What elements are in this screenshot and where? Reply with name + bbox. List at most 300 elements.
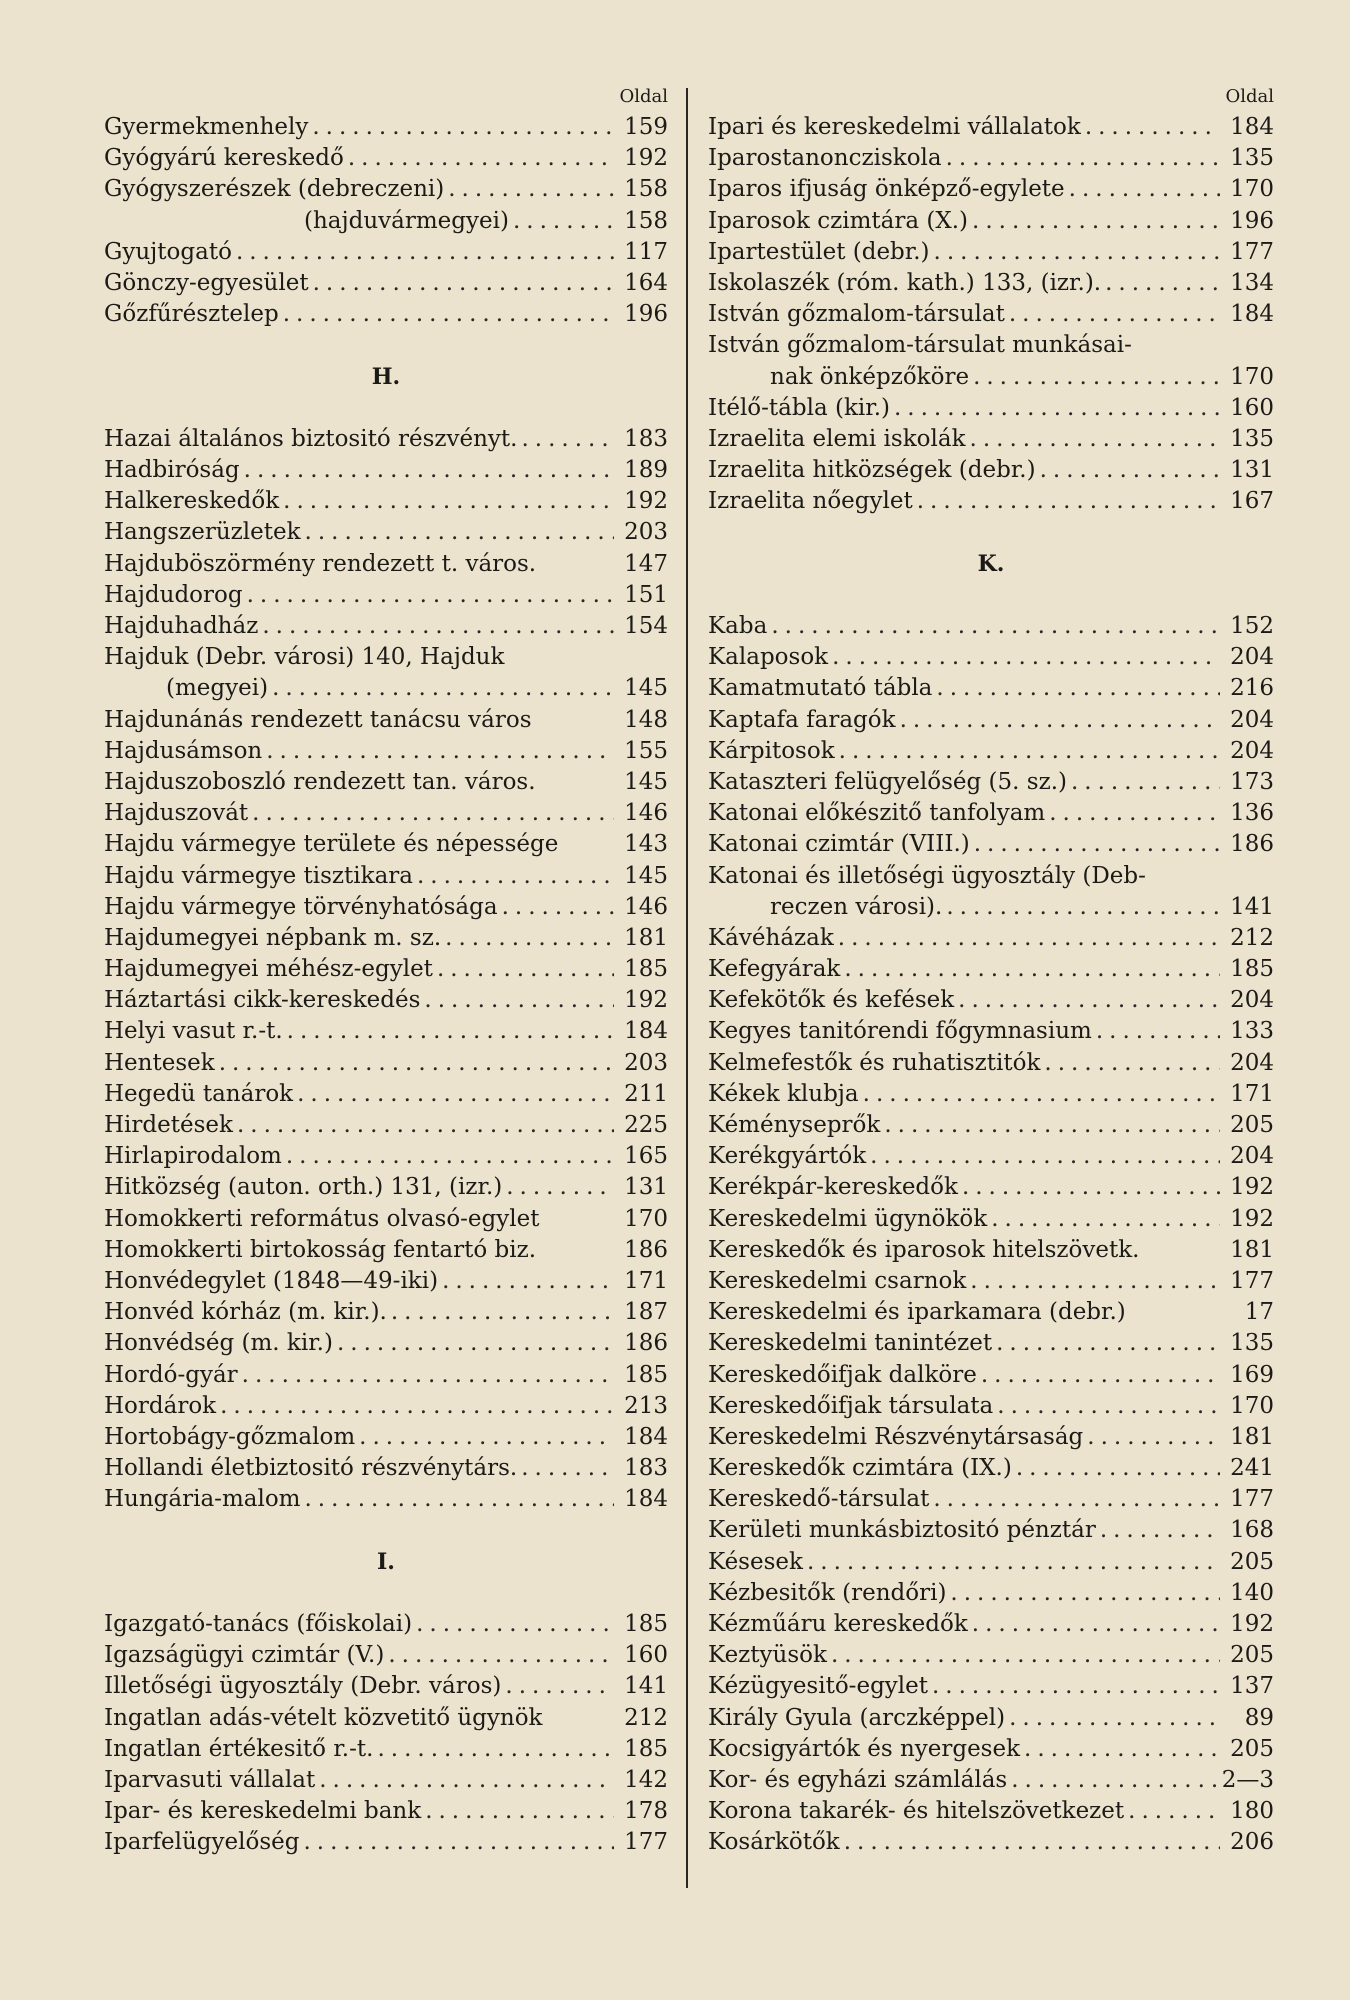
index-entry — [104, 143, 668, 174]
dot-leader — [896, 705, 1220, 736]
entry-label: Kamatmutató tábla — [708, 675, 933, 702]
page-number: 151 — [624, 581, 668, 608]
index-entry — [708, 673, 1274, 704]
entry-label: Hajdudorog — [104, 581, 243, 608]
entry-label: Katonai czimtár (VIII.) — [708, 831, 970, 858]
entry-label: Gőzfűrésztelep — [104, 301, 279, 328]
entry-label: Halkereskedők — [104, 488, 280, 515]
dot-leader — [413, 861, 614, 892]
entry-label: Kézbesitők (rendőri) — [708, 1579, 947, 1606]
page-number: 225 — [624, 1112, 668, 1138]
right-index-list — [708, 112, 1274, 1859]
entry-label: István gőzmalom-társulat munkásai- — [708, 332, 1132, 359]
entry-label: Honvédegylet (1848—49-iki) — [104, 1267, 439, 1294]
entry-label: Hajduhadház — [104, 613, 259, 639]
page-number: 192 — [1230, 1174, 1274, 1201]
entry-label: Korona takarék- és hitelszövetkezet — [708, 1798, 1125, 1825]
page-number: 160 — [624, 1642, 668, 1669]
entry-label: Kávéházak — [708, 924, 834, 951]
entry-label: Hadbiróság — [104, 457, 240, 484]
entry-label: Kereskedő-társulat — [708, 1486, 930, 1513]
entry-label: Hortobágy-gőzmalom — [104, 1423, 356, 1450]
entry-label: nak önképzőköre — [770, 363, 970, 390]
page-number: 131 — [1230, 457, 1274, 484]
index-entry — [104, 424, 668, 455]
index-entry — [708, 1048, 1274, 1079]
page-number: 89 — [1244, 1704, 1274, 1731]
dot-leader — [344, 143, 614, 174]
entry-label: Homokkerti református olvasó-egylet — [104, 1205, 540, 1232]
index-entry — [708, 892, 1274, 923]
dot-leader — [1124, 1796, 1220, 1827]
page-number: 160 — [1230, 394, 1274, 421]
index-entry — [104, 1827, 668, 1858]
index-entry — [104, 1391, 668, 1422]
dot-leader — [969, 362, 1220, 393]
page-number: 170 — [624, 1205, 668, 1232]
dot-leader — [767, 611, 1220, 642]
entry-label: Izraelita nőegylet — [708, 488, 913, 515]
entry-label: Iparfelügyelőség — [104, 1829, 300, 1856]
dot-leader — [283, 1016, 614, 1047]
entry-label: Ipartestület (debr.) — [708, 238, 930, 265]
entry-label: Kereskedelmi csarnok — [708, 1267, 967, 1294]
index-entry — [708, 143, 1274, 174]
index-entry — [708, 1328, 1274, 1359]
dot-leader — [258, 611, 614, 642]
index-entry — [104, 1328, 668, 1359]
dot-leader — [966, 424, 1220, 455]
page-number: 203 — [624, 519, 668, 546]
index-entry — [104, 1079, 668, 1110]
index-entry — [104, 1609, 668, 1640]
page-number: 205 — [1230, 1548, 1274, 1575]
entry-label: Honvéd kórház (m. kir.). — [104, 1299, 387, 1326]
index-entry — [104, 549, 668, 580]
entry-label: Gönczy-egyesület — [104, 269, 309, 296]
index-entry — [708, 362, 1274, 393]
entry-label: Ingatlan értékesitő r.-t. — [104, 1735, 374, 1762]
page-number: 177 — [1230, 238, 1274, 265]
index-entry — [708, 798, 1274, 829]
entry-label: Kor- és egyházi számlálás — [708, 1766, 1008, 1793]
entry-label: Hegedü tanárok — [104, 1080, 294, 1107]
index-entry — [708, 424, 1274, 455]
dot-leader — [1005, 1703, 1220, 1734]
page-number: 17 — [1244, 1299, 1274, 1326]
page-number: 170 — [1230, 176, 1274, 203]
dot-leader — [958, 1172, 1220, 1203]
page-number: 173 — [1230, 768, 1274, 795]
dot-leader — [293, 1079, 614, 1110]
dot-leader — [1092, 1016, 1220, 1047]
page-number: 171 — [624, 1267, 668, 1294]
dot-leader — [1007, 1765, 1220, 1796]
index-entry — [104, 767, 668, 798]
index-entry — [104, 736, 668, 767]
page-number: 131 — [624, 1174, 668, 1201]
page-number: 205 — [1230, 1112, 1274, 1138]
entry-label: Ingatlan adás-vételt közvetitő ügynök — [104, 1704, 543, 1731]
index-entry — [708, 1609, 1274, 1640]
entry-label: Késesek — [708, 1548, 803, 1575]
index-entry — [708, 1422, 1274, 1453]
column-divider — [686, 88, 688, 1888]
entry-label: Katonai és illetőségi ügyosztály (Deb- — [708, 862, 1146, 889]
index-entry — [104, 705, 668, 736]
dot-leader — [215, 1048, 614, 1079]
page-number: 183 — [624, 1455, 668, 1482]
index-entry — [708, 486, 1274, 517]
dot-leader — [987, 1204, 1220, 1235]
page-number: 117 — [624, 238, 668, 265]
index-entry — [708, 1204, 1274, 1235]
page-number: 146 — [624, 800, 668, 827]
index-entry — [104, 829, 668, 860]
page-number: 133 — [1230, 1018, 1274, 1045]
dot-leader — [301, 1484, 615, 1515]
entry-label: Katonai előkészitő tanfolyam — [708, 800, 1046, 827]
entry-label: Honvédség (m. kir.) — [104, 1330, 333, 1357]
index-entry — [708, 985, 1274, 1016]
index-entry — [104, 1016, 668, 1047]
dot-leader — [444, 174, 614, 205]
page-number: 184 — [624, 1018, 668, 1045]
entry-label: Izraelita hitközségek (debr.) — [708, 457, 1036, 484]
page-number: 213 — [624, 1392, 668, 1419]
dot-leader — [1083, 1422, 1220, 1453]
index-entry — [104, 1048, 668, 1079]
page-number: 170 — [1230, 363, 1274, 390]
dot-leader — [890, 393, 1220, 424]
dot-leader — [1036, 455, 1220, 486]
index-entry — [104, 1204, 668, 1235]
entry-label: Kaba — [708, 613, 768, 639]
page-number: 212 — [1230, 924, 1274, 951]
index-entry — [104, 112, 668, 143]
entry-label: Kereskedelmi ügynökök — [708, 1205, 988, 1232]
page-number: 141 — [1230, 893, 1274, 920]
page-number: 145 — [624, 862, 668, 889]
dot-leader — [282, 1141, 614, 1172]
index-entry — [708, 736, 1274, 767]
entry-label: Hajduk (Debr. városi) 140, Hajduk — [104, 644, 505, 671]
dot-leader — [977, 1360, 1220, 1391]
dot-leader — [509, 206, 614, 237]
index-entry — [708, 330, 1274, 361]
index-entry — [104, 611, 668, 642]
entry-label: Hirdetések — [104, 1112, 233, 1138]
dot-leader — [835, 736, 1220, 767]
index-entry — [708, 455, 1274, 486]
entry-label: Ipar- és kereskedelmi bank — [104, 1798, 422, 1825]
entry-label: Izraelita elemi iskolák — [708, 425, 966, 452]
index-entry — [104, 1796, 668, 1827]
index-entry — [104, 517, 668, 548]
entry-label: Kelmefestők és ruhatisztitók — [708, 1049, 1041, 1076]
dot-leader — [216, 1391, 614, 1422]
dot-leader — [501, 1671, 614, 1702]
dot-leader — [355, 1422, 614, 1453]
left-column-header: Oldal — [619, 86, 668, 107]
index-entry — [708, 1547, 1274, 1578]
dot-leader — [1045, 798, 1220, 829]
dot-leader — [928, 1671, 1220, 1702]
index-entry — [708, 1796, 1274, 1827]
entry-label: Kézügyesitő-egylet — [708, 1673, 928, 1700]
page-number: 169 — [1230, 1361, 1274, 1388]
index-entry — [708, 1827, 1274, 1858]
dot-leader — [517, 424, 614, 455]
dot-leader — [1065, 174, 1220, 205]
index-entry — [104, 580, 668, 611]
index-entry — [104, 1453, 668, 1484]
index-entry — [104, 1671, 668, 1702]
page-number: 192 — [624, 488, 668, 515]
page-number: 192 — [624, 987, 668, 1014]
entry-label: Kalaposok — [708, 644, 829, 671]
dot-leader — [299, 1827, 614, 1858]
entry-label: Iparvasuti vállalat — [104, 1766, 316, 1793]
entry-label: Hitközség (auton. orth.) 131, (izr.) — [104, 1174, 503, 1201]
entry-label: Itélő-tábla (kir.) — [708, 394, 890, 421]
entry-label: reczen városi). — [770, 893, 943, 920]
page-number: 186 — [1230, 831, 1274, 858]
dot-leader — [279, 299, 614, 330]
dot-leader — [968, 1609, 1220, 1640]
index-entry — [104, 1703, 668, 1734]
dot-leader — [384, 1640, 614, 1671]
index-entry — [708, 1266, 1274, 1297]
dot-leader — [498, 892, 614, 923]
page-number: 204 — [1230, 706, 1274, 733]
page-number: 206 — [1230, 1829, 1274, 1856]
entry-label: Háztartási cikk-kereskedés — [104, 987, 421, 1014]
index-entry — [104, 642, 668, 673]
dot-leader — [308, 112, 614, 143]
index-entry — [104, 673, 668, 704]
entry-label: Kéményseprők — [708, 1112, 881, 1138]
page-number: 154 — [624, 613, 668, 639]
page-number: 184 — [1230, 301, 1274, 328]
entry-label: Homokkerti birtokosság fentartó biz. — [104, 1236, 537, 1263]
dot-leader — [866, 1141, 1220, 1172]
entry-label: Király Gyula (arczképpel) — [708, 1704, 1006, 1731]
entry-label: Hirlapirodalom — [104, 1143, 282, 1170]
index-entry — [104, 1110, 668, 1141]
entry-label: Gyermekmenhely — [104, 114, 309, 140]
page-number: 143 — [624, 831, 668, 858]
entry-label: Hazai általános biztositó részvényt. — [104, 425, 518, 452]
entry-label: Kerékgyártók — [708, 1143, 867, 1170]
page-number: 180 — [1230, 1798, 1274, 1825]
entry-label: Hentesek — [104, 1049, 215, 1076]
page-number: 185 — [624, 1361, 668, 1388]
page-number: 184 — [624, 1486, 668, 1513]
page-number: 181 — [624, 924, 668, 951]
entry-label: Hordó-gyár — [104, 1361, 238, 1388]
index-entry — [708, 1484, 1274, 1515]
page-number: 159 — [624, 114, 668, 140]
page-number: 185 — [624, 1611, 668, 1637]
page-number: 196 — [624, 301, 668, 328]
index-entry — [708, 923, 1274, 954]
entry-label: Kefegyárak — [708, 956, 841, 983]
index-entry — [708, 174, 1274, 205]
dot-leader — [970, 829, 1220, 860]
page-number: 192 — [1230, 1611, 1274, 1637]
dot-leader — [1012, 1453, 1220, 1484]
page-number: 185 — [1230, 956, 1274, 983]
page-number: 203 — [624, 1049, 668, 1076]
entry-label: Hajdu vármegye területe és népessége — [104, 831, 559, 858]
index-entry — [104, 892, 668, 923]
entry-label: Kosárkötők — [708, 1829, 840, 1856]
index-entry — [104, 923, 668, 954]
entry-label: Kegyes tanitórendi főgymnasium — [708, 1018, 1092, 1045]
page-number: 204 — [1230, 737, 1274, 764]
entry-label: Hajdusámson — [104, 737, 263, 764]
index-entry — [708, 954, 1274, 985]
dot-leader — [930, 237, 1220, 268]
page-number: 192 — [1230, 1205, 1274, 1232]
index-entry — [104, 1765, 668, 1796]
page-number: 186 — [624, 1236, 668, 1263]
entry-label: Kereskedőifjak dalköre — [708, 1361, 977, 1388]
entry-label: Gyujtogató — [104, 238, 232, 265]
entry-label: Illetőségi ügyosztály (Debr. város) — [104, 1673, 502, 1700]
entry-label: Iparosok czimtára (X.) — [708, 207, 969, 234]
index-entry — [104, 299, 668, 330]
entry-label: Kárpitosok — [708, 737, 835, 764]
entry-label: Kereskedelmi Részvénytársaság — [708, 1423, 1084, 1450]
index-entry — [708, 1578, 1274, 1609]
page-number: 155 — [624, 737, 668, 764]
page-number: 136 — [1230, 800, 1274, 827]
page-number: 185 — [624, 1735, 668, 1762]
entry-label: Hajdumegyei népbank m. sz. — [104, 924, 442, 951]
section-letter: K. — [977, 550, 1005, 577]
index-entry — [708, 299, 1274, 330]
index-entry — [708, 829, 1274, 860]
index-entry — [708, 1453, 1274, 1484]
page-number: 205 — [1230, 1735, 1274, 1762]
entry-label: Kerékpár-kereskedők — [708, 1174, 958, 1201]
page-number: 184 — [624, 1423, 668, 1450]
page-number: 145 — [624, 675, 668, 702]
entry-label: Igazságügyi czimtár (V.) — [104, 1642, 385, 1669]
dot-leader — [913, 486, 1220, 517]
entry-label: (megyei) — [166, 675, 269, 702]
page-number: 145 — [624, 768, 668, 795]
index-entry — [104, 1422, 668, 1453]
entry-label: Kereskedőifjak társulata — [708, 1392, 994, 1419]
dot-leader — [859, 1079, 1220, 1110]
page-number: 135 — [1230, 425, 1274, 452]
entry-label: Hangszerüzletek — [104, 519, 301, 546]
page-number: 183 — [624, 425, 668, 452]
entry-label: Iparostanoncziskola — [708, 145, 942, 172]
entry-label: Kereskedők czimtára (IX.) — [708, 1455, 1012, 1482]
entry-label: Ipari és kereskedelmi vállalatok — [708, 114, 1081, 140]
right-column — [708, 82, 1274, 1859]
dot-leader — [993, 1391, 1220, 1422]
page-number: 216 — [1230, 675, 1274, 702]
dot-leader — [433, 954, 614, 985]
entry-label: Hajdu vármegye tisztikara — [104, 862, 413, 889]
index-entry — [708, 705, 1274, 736]
index-entry — [708, 1391, 1274, 1422]
entry-label: Gyógyárú kereskedő — [104, 145, 344, 172]
index-entry — [708, 1079, 1274, 1110]
entry-label: István gőzmalom-társulat — [708, 301, 1005, 328]
dot-leader — [880, 1110, 1220, 1141]
page-number: 211 — [624, 1080, 668, 1107]
index-entry — [708, 1172, 1274, 1203]
dot-leader — [1020, 1734, 1220, 1765]
entry-label: Kézműáru kereskedők — [708, 1611, 968, 1637]
page-number: 146 — [624, 893, 668, 920]
page-number: 184 — [1230, 114, 1274, 140]
dot-leader — [262, 736, 614, 767]
entry-label: Hajduszovát — [104, 800, 249, 827]
dot-leader — [968, 206, 1220, 237]
entry-label: Kékek klubja — [708, 1080, 859, 1107]
entry-label: Kereskedelmi és iparkamara (debr.) — [708, 1299, 1126, 1326]
dot-leader — [1040, 1048, 1220, 1079]
dot-leader — [840, 1827, 1220, 1858]
page-number: 204 — [1230, 1049, 1274, 1076]
dot-leader — [929, 1484, 1220, 1515]
page-number: 189 — [624, 457, 668, 484]
index-entry — [104, 455, 668, 486]
entry-label: Gyógyszerészek (debreczeni) — [104, 176, 445, 203]
dot-leader — [1081, 112, 1220, 143]
index-entry — [708, 1297, 1274, 1328]
entry-label: Kerületi munkásbiztositó pénztár — [708, 1517, 1096, 1544]
entry-label: Kefekötők és kefések — [708, 987, 955, 1014]
entry-label: Hajdumegyei méhész-egylet — [104, 956, 433, 983]
index-entry — [104, 174, 668, 205]
dot-leader — [502, 1172, 614, 1203]
entry-label: Igazgató-tanács (főiskolai) — [104, 1611, 413, 1637]
page-number: 140 — [1230, 1579, 1274, 1606]
index-entry — [104, 1484, 668, 1515]
section-letter: I. — [377, 1548, 395, 1575]
page-number: 134 — [1230, 269, 1274, 296]
index-entry — [104, 1266, 668, 1297]
dot-leader — [233, 1110, 614, 1141]
dot-leader — [946, 1578, 1220, 1609]
entry-label: Kocsigyártók és nyergesek — [708, 1735, 1021, 1762]
index-entry — [708, 1515, 1274, 1546]
page-number: 177 — [1230, 1267, 1274, 1294]
index-entry — [104, 954, 668, 985]
dot-leader — [1005, 299, 1220, 330]
index-entry — [708, 1640, 1274, 1671]
dot-leader — [420, 985, 614, 1016]
dot-leader — [333, 1328, 614, 1359]
right-column-header: Oldal — [1225, 86, 1274, 107]
entry-label: Hajdunánás rendezett tanácsu város — [104, 706, 532, 733]
index-entry — [708, 611, 1274, 642]
page-number: 135 — [1230, 145, 1274, 172]
dot-leader — [803, 1547, 1220, 1578]
dot-leader — [942, 143, 1220, 174]
index-entry — [708, 1016, 1274, 1047]
section-letter: H. — [371, 363, 401, 390]
dot-leader — [1101, 268, 1220, 299]
